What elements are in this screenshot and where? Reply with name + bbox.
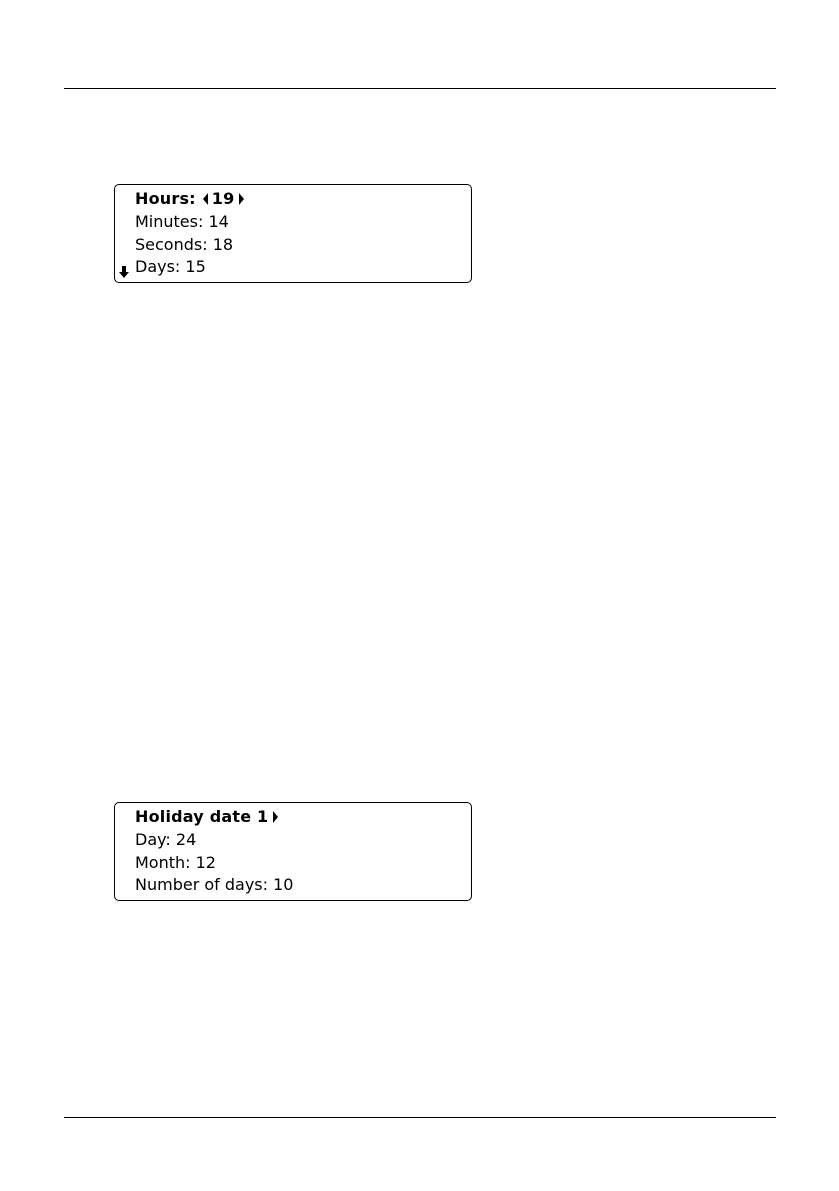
seconds-text: Seconds: 18	[135, 235, 234, 254]
minutes-text: Minutes: 14	[135, 212, 229, 231]
menu-item-hours[interactable]	[135, 188, 247, 210]
down-arrow-icon	[118, 264, 130, 278]
menu-item-number-of-days[interactable]	[135, 874, 293, 896]
days-text: Days: 15	[135, 257, 206, 276]
holiday-date-label: Holiday date 1	[135, 807, 269, 826]
footer-rule	[64, 1117, 776, 1118]
left-arrow-icon[interactable]	[200, 192, 210, 206]
menu-item-seconds[interactable]	[135, 234, 233, 256]
hours-value: 19	[211, 189, 235, 208]
menu-item-day[interactable]	[135, 829, 196, 851]
menu-item-days[interactable]	[135, 256, 206, 278]
menu-item-month[interactable]	[135, 852, 216, 874]
right-arrow-icon[interactable]	[237, 192, 247, 206]
menu-item-minutes[interactable]	[135, 211, 229, 233]
month-text: Month: 12	[135, 853, 216, 872]
day-text: Day: 24	[135, 830, 197, 849]
right-arrow-icon[interactable]	[271, 810, 281, 824]
header-rule	[64, 88, 776, 89]
hours-label: Hours:	[135, 189, 196, 208]
number-of-days-text: Number of days: 10	[135, 875, 294, 894]
lcd-screen-time	[114, 184, 472, 283]
menu-item-holiday-date[interactable]	[135, 806, 281, 828]
lcd-screen-holiday	[114, 802, 472, 901]
